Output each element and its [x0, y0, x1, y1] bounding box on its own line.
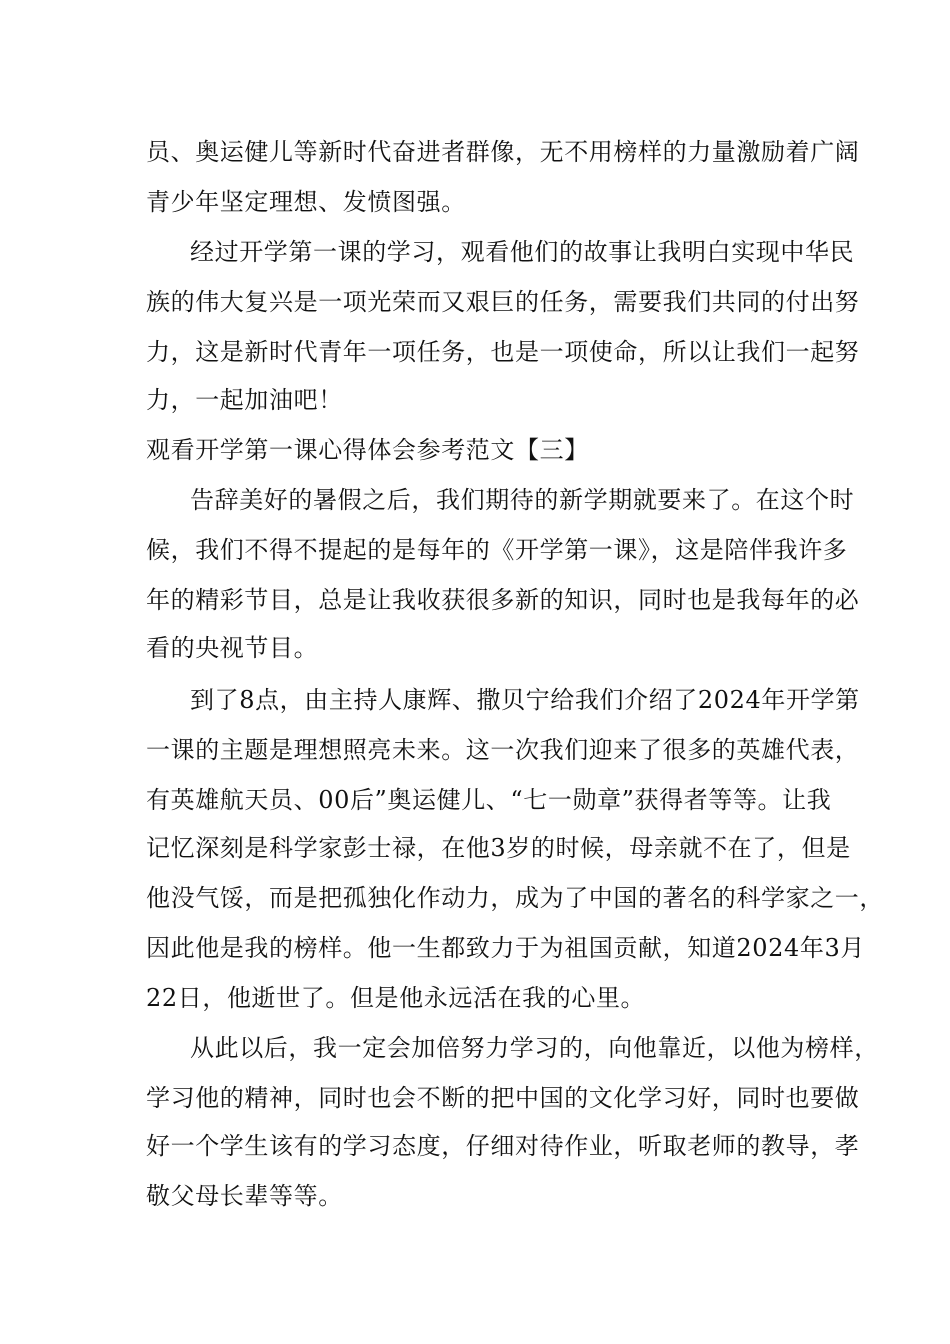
section-heading: 观看开学第一课心得体会参考范文【三】 — [146, 436, 589, 464]
body-text-line: 22日，他逝世了。但是他永远活在我的心里。 — [146, 984, 646, 1012]
body-text-line: 看的央视节目。 — [146, 634, 319, 662]
paragraph-first-line: 到了8点，由主持人康辉、撒贝宁给我们介绍了2024年开学第 — [190, 686, 860, 714]
body-text-line: 记忆深刻是科学家彭士禄，在他3岁的时候，母亲就不在了，但是 — [146, 834, 851, 862]
paragraph-first-line: 从此以后，我一定会加倍努力学习的，向他靠近，以他为榜样， — [190, 1034, 879, 1062]
body-text-line: 敬父母长辈等等。 — [146, 1182, 343, 1210]
body-text-line: 一课的主题是理想照亮未来。这一次我们迎来了很多的英雄代表， — [146, 736, 860, 764]
paragraph-first-line: 经过开学第一课的学习，观看他们的故事让我明白实现中华民 — [190, 238, 855, 266]
body-text-line: 有英雄航天员、00后”奥运健儿、“七一勋章”获得者等等。让我 — [146, 786, 832, 814]
paragraph-first-line: 告辞美好的暑假之后，我们期待的新学期就要来了。在这个时 — [190, 486, 855, 514]
body-text-line: 好一个学生该有的学习态度，仔细对待作业，听取老师的教导，孝 — [146, 1132, 860, 1160]
body-text-line: 年的精彩节目，总是让我收获很多新的知识，同时也是我每年的必 — [146, 586, 860, 614]
body-text-line: 员、奥运健儿等新时代奋进者群像，无不用榜样的力量激励着广阔 — [146, 138, 860, 166]
body-text-line: 族的伟大复兴是一项光荣而又艰巨的任务，需要我们共同的付出努 — [146, 288, 860, 316]
body-text-line: 学习他的精神，同时也会不断的把中国的文化学习好，同时也要做 — [146, 1084, 860, 1112]
body-text-line: 他没气馁，而是把孤独化作动力，成为了中国的著名的科学家之一， — [146, 884, 884, 912]
body-text-line: 候，我们不得不提起的是每年的《开学第一课》，这是陪伴我许多 — [146, 536, 848, 564]
body-text-line: 力，一起加油吧！ — [146, 386, 343, 414]
body-text-line: 因此他是我的榜样。他一生都致力于为祖国贡献，知道2024年3月 — [146, 934, 865, 962]
body-text-line: 青少年坚定理想、发愤图强。 — [146, 188, 466, 216]
body-text-line: 力，这是新时代青年一项任务，也是一项使命，所以让我们一起努 — [146, 338, 860, 366]
